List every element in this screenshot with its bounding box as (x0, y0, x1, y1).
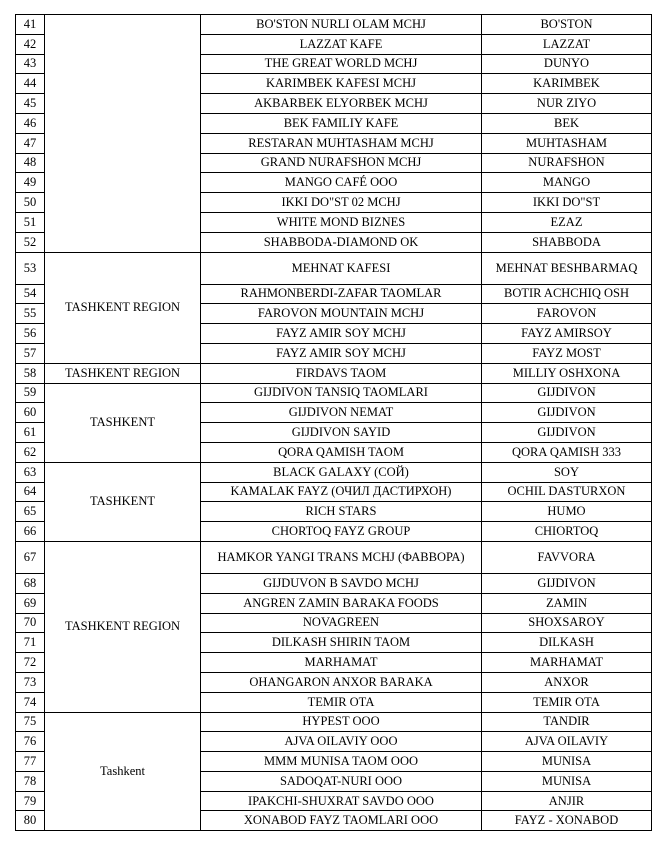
row-number: 48 (16, 153, 45, 173)
company-name: RICH STARS (201, 502, 482, 522)
company-name: SADOQAT-NURI OOO (201, 771, 482, 791)
company-name: FIRDAVS TAOM (201, 363, 482, 383)
region-cell: TASHKENT REGION (45, 363, 201, 383)
row-number: 79 (16, 791, 45, 811)
region-cell: TASHKENT REGION (45, 541, 201, 712)
row-number: 55 (16, 304, 45, 324)
brand-name: DILKASH (482, 633, 652, 653)
row-number: 64 (16, 482, 45, 502)
row-number: 78 (16, 771, 45, 791)
brand-name: GIJDIVON (482, 423, 652, 443)
row-number: 72 (16, 653, 45, 673)
brand-name: BEK (482, 113, 652, 133)
row-number: 74 (16, 692, 45, 712)
brand-name: SHOXSAROY (482, 613, 652, 633)
company-name: MARHAMAT (201, 653, 482, 673)
row-number: 45 (16, 94, 45, 114)
restaurant-table (15, 14, 652, 831)
row-number: 76 (16, 732, 45, 752)
brand-name: SOY (482, 462, 652, 482)
brand-name: MILLIY OSHXONA (482, 363, 652, 383)
brand-name: MEHNAT BESHBARMAQ (482, 252, 652, 284)
brand-name: DUNYO (482, 54, 652, 74)
brand-name: MUHTASHAM (482, 133, 652, 153)
brand-name: BOTIR ACHCHIQ OSH (482, 284, 652, 304)
brand-name: TEMIR OTA (482, 692, 652, 712)
brand-name: GIJDIVON (482, 383, 652, 403)
brand-name: HUMO (482, 502, 652, 522)
region-cell: TASHKENT REGION (45, 252, 201, 363)
company-name: SHABBODA-DIAMOND OK (201, 232, 482, 252)
row-number: 77 (16, 752, 45, 772)
company-name: KARIMBEK KAFESI MCHJ (201, 74, 482, 94)
row-number: 44 (16, 74, 45, 94)
company-name: BO'STON NURLI OLAM MCHJ (201, 15, 482, 35)
brand-name: MUNISA (482, 771, 652, 791)
row-number: 67 (16, 541, 45, 573)
row-number: 70 (16, 613, 45, 633)
brand-name: SHABBODA (482, 232, 652, 252)
company-name: FAYZ AMIR SOY MCHJ (201, 343, 482, 363)
row-number: 46 (16, 113, 45, 133)
brand-name: KARIMBEK (482, 74, 652, 94)
brand-name: NURAFSHON (482, 153, 652, 173)
company-name: BLACK GALAXY (СОЙ) (201, 462, 482, 482)
row-number: 60 (16, 403, 45, 423)
row-number: 75 (16, 712, 45, 732)
row-number: 57 (16, 343, 45, 363)
row-number: 42 (16, 34, 45, 54)
brand-name: NUR ZIYO (482, 94, 652, 114)
company-name: TEMIR OTA (201, 692, 482, 712)
brand-name: LAZZAT (482, 34, 652, 54)
table-row (16, 462, 652, 482)
row-number: 66 (16, 522, 45, 542)
row-number: 56 (16, 324, 45, 344)
row-number: 80 (16, 811, 45, 831)
brand-name: QORA QAMISH 333 (482, 442, 652, 462)
company-name: MMM MUNISA TAOM OOO (201, 752, 482, 772)
company-name: RESTARAN MUHTASHAM MCHJ (201, 133, 482, 153)
brand-name: FAROVON (482, 304, 652, 324)
brand-name: BO'STON (482, 15, 652, 35)
company-name: THE GREAT WORLD MCHJ (201, 54, 482, 74)
row-number: 59 (16, 383, 45, 403)
company-name: MEHNAT KAFESI (201, 252, 482, 284)
row-number: 53 (16, 252, 45, 284)
table-row (16, 383, 652, 403)
row-number: 68 (16, 573, 45, 593)
table-row (16, 363, 652, 383)
brand-name: GIJDIVON (482, 573, 652, 593)
brand-name: MANGO (482, 173, 652, 193)
row-number: 51 (16, 212, 45, 232)
table-row (16, 541, 652, 573)
company-name: QORA QAMISH TAOM (201, 442, 482, 462)
brand-name: CHIORTOQ (482, 522, 652, 542)
region-cell (45, 15, 201, 253)
brand-name: GIJDIVON (482, 403, 652, 423)
company-name: ANGREN ZAMIN BARAKA FOODS (201, 593, 482, 613)
row-number: 54 (16, 284, 45, 304)
brand-name: ZAMIN (482, 593, 652, 613)
brand-name: EZAZ (482, 212, 652, 232)
row-number: 71 (16, 633, 45, 653)
company-name: FAYZ AMIR SOY MCHJ (201, 324, 482, 344)
company-name: HAMKOR YANGI TRANS MCHJ (ФАВВОРА) (201, 541, 482, 573)
company-name: CHORTOQ FAYZ GROUP (201, 522, 482, 542)
row-number: 41 (16, 15, 45, 35)
row-number: 69 (16, 593, 45, 613)
row-number: 65 (16, 502, 45, 522)
company-name: OHANGARON ANXOR BARAKA (201, 672, 482, 692)
row-number: 61 (16, 423, 45, 443)
row-number: 52 (16, 232, 45, 252)
brand-name: MARHAMAT (482, 653, 652, 673)
company-name: HYPEST OOO (201, 712, 482, 732)
table-body (16, 15, 652, 831)
company-name: MANGO CAFÉ OOO (201, 173, 482, 193)
company-name: GIJDIVON NEMAT (201, 403, 482, 423)
row-number: 62 (16, 442, 45, 462)
company-name: WHITE MOND BIZNES (201, 212, 482, 232)
row-number: 43 (16, 54, 45, 74)
brand-name: FAYZ MOST (482, 343, 652, 363)
brand-name: FAYZ - XONABOD (482, 811, 652, 831)
company-name: GIJDIVON TANSIQ TAOMLARI (201, 383, 482, 403)
brand-name: AJVA OILAVIY (482, 732, 652, 752)
company-name: AJVA OILAVIY OOO (201, 732, 482, 752)
region-cell: TASHKENT (45, 462, 201, 541)
brand-name: TANDIR (482, 712, 652, 732)
company-name: GIJDUVON B SAVDO MCHJ (201, 573, 482, 593)
company-name: NOVAGREEN (201, 613, 482, 633)
row-number: 63 (16, 462, 45, 482)
brand-name: OCHIL DASTURXON (482, 482, 652, 502)
row-number: 50 (16, 193, 45, 213)
brand-name: IKKI DO"ST (482, 193, 652, 213)
company-name: IPAKCHI-SHUXRAT SAVDO OOO (201, 791, 482, 811)
company-name: GRAND NURAFSHON MCHJ (201, 153, 482, 173)
company-name: BEK FAMILIY KAFE (201, 113, 482, 133)
brand-name: FAVVORA (482, 541, 652, 573)
region-cell: Tashkent (45, 712, 201, 831)
company-name: DILKASH SHIRIN TAOM (201, 633, 482, 653)
brand-name: ANXOR (482, 672, 652, 692)
company-name: AKBARBEK ELYORBEK MCHJ (201, 94, 482, 114)
region-cell: TASHKENT (45, 383, 201, 462)
brand-name: MUNISA (482, 752, 652, 772)
table-row (16, 712, 652, 732)
company-name: LAZZAT KAFE (201, 34, 482, 54)
brand-name: ANJIR (482, 791, 652, 811)
table-row (16, 15, 652, 35)
table-row (16, 252, 652, 284)
company-name: IKKI DO"ST 02 MCHJ (201, 193, 482, 213)
row-number: 58 (16, 363, 45, 383)
row-number: 49 (16, 173, 45, 193)
company-name: RAHMONBERDI-ZAFAR TAOMLAR (201, 284, 482, 304)
row-number: 47 (16, 133, 45, 153)
company-name: XONABOD FAYZ TAOMLARI OOO (201, 811, 482, 831)
company-name: KAMALAK FAYZ (ОЧИЛ ДАСТИРХОН) (201, 482, 482, 502)
company-name: GIJDIVON SAYID (201, 423, 482, 443)
row-number: 73 (16, 672, 45, 692)
company-name: FAROVON MOUNTAIN MCHJ (201, 304, 482, 324)
brand-name: FAYZ AMIRSOY (482, 324, 652, 344)
